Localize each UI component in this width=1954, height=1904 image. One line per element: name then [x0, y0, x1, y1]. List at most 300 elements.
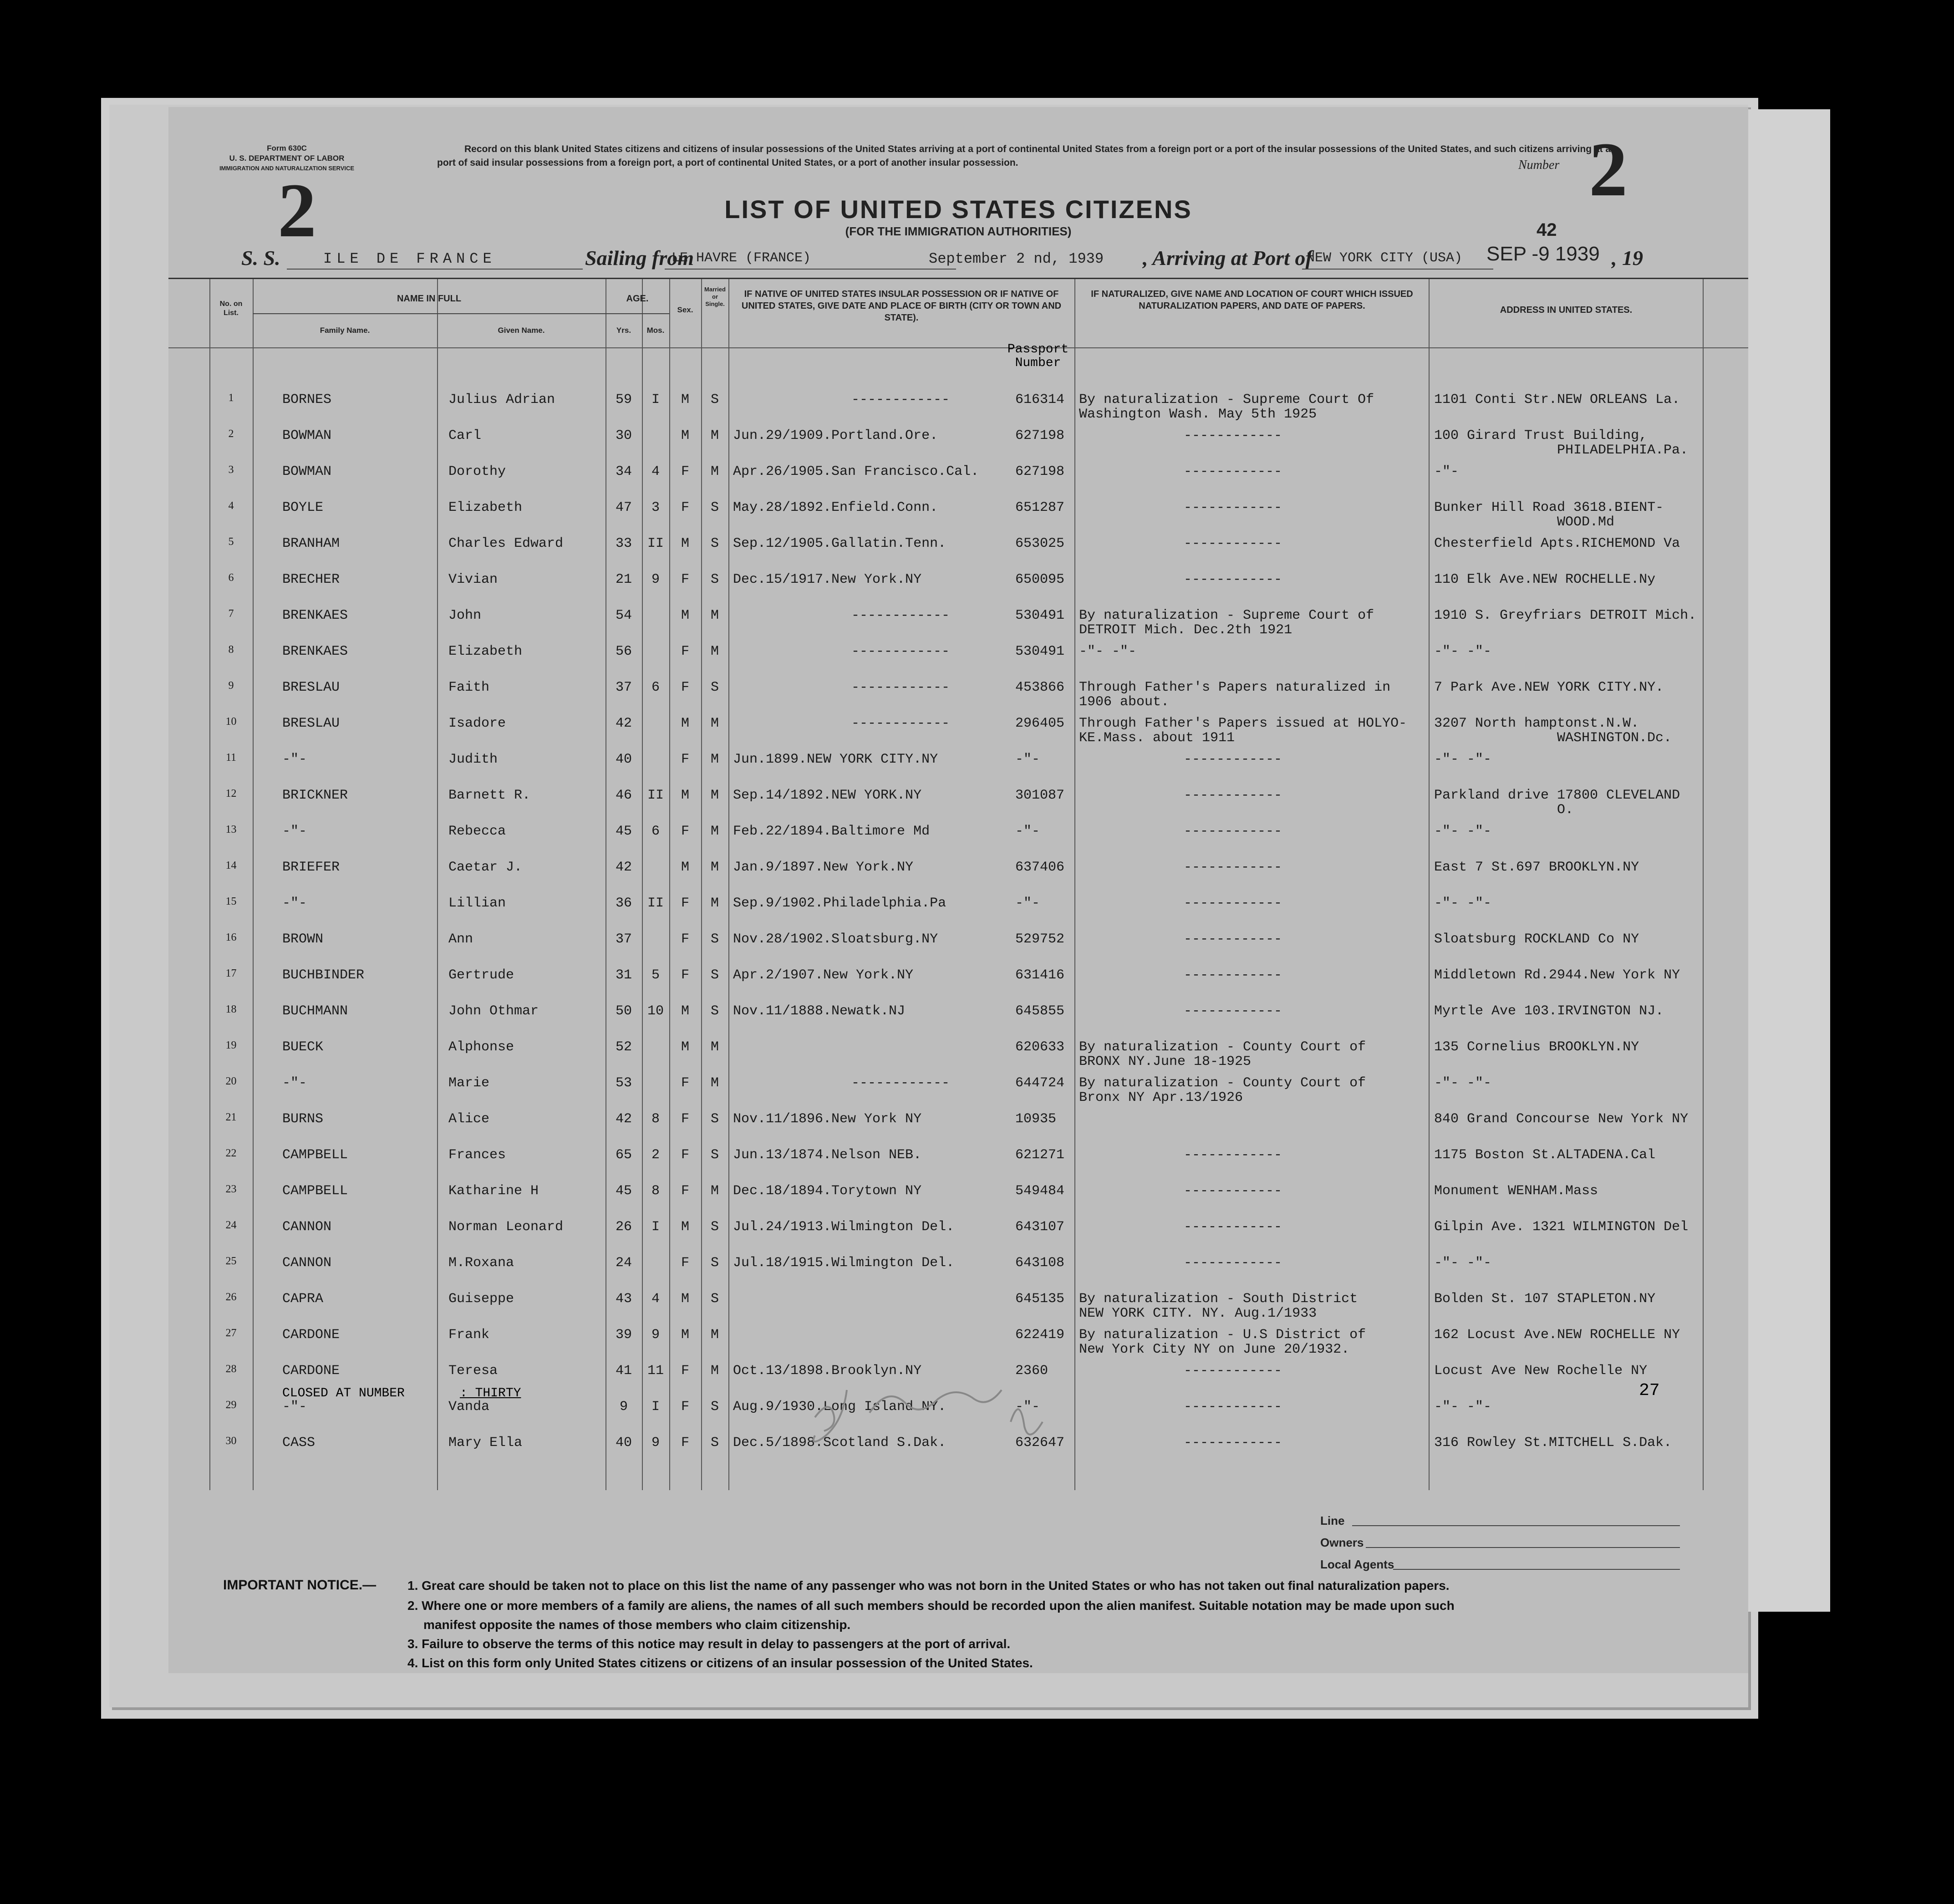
- family-name: BROWN: [282, 932, 324, 947]
- passport-number: 622419: [1015, 1327, 1065, 1343]
- service: IMMIGRATION AND NATURALIZATION SERVICE: [219, 165, 355, 172]
- naturalization: By naturalization - South District: [1079, 1291, 1358, 1307]
- row-number: 4: [228, 500, 234, 512]
- naturalization: ------------: [1184, 572, 1282, 587]
- table-row: [168, 1319, 1748, 1355]
- sex: M: [681, 1327, 689, 1343]
- sex: F: [681, 824, 689, 839]
- family-name: BUCHBINDER: [282, 967, 365, 983]
- us-address: 316 Rowley St.MITCHELL S.Dak.: [1434, 1435, 1672, 1451]
- marital-status: S: [710, 1003, 719, 1019]
- sex: M: [681, 860, 689, 875]
- marital-status: S: [710, 392, 719, 407]
- given-name: Norman Leonard: [448, 1219, 564, 1235]
- us-address: 1101 Conti Str.NEW ORLEANS La.: [1434, 392, 1680, 407]
- naturalization: ------------: [1184, 788, 1282, 803]
- marital-status: M: [710, 428, 719, 443]
- naturalization: Through Father's Papers issued at HOLYO-: [1079, 716, 1407, 731]
- naturalization: ------------: [1184, 752, 1282, 767]
- sailing-date: September 2 nd, 1939: [929, 250, 1104, 267]
- table-row: [168, 600, 1748, 636]
- row-number: 22: [225, 1147, 237, 1159]
- address-line-2: WOOD.Md: [1557, 514, 1615, 530]
- us-address: Bolden St. 107 STAPLETON.NY: [1434, 1291, 1656, 1307]
- family-name: CANNON: [282, 1219, 332, 1235]
- age-years: 41: [615, 1363, 632, 1379]
- marital-status: S: [710, 967, 719, 983]
- us-address: 7 Park Ave.NEW YORK CITY.NY.: [1434, 680, 1664, 695]
- naturalization-line-2: Bronx NY Apr.13/1926: [1079, 1090, 1243, 1105]
- birth-date-place: Dec.15/1917.New York.NY: [733, 572, 922, 587]
- table-row: [168, 1175, 1748, 1211]
- us-address: 110 Elk Ave.NEW ROCHELLE.Ny: [1434, 572, 1656, 587]
- page-subtitle: (FOR THE IMMIGRATION AUTHORITIES): [845, 224, 1072, 238]
- birth-date-place: ------------: [851, 716, 950, 731]
- naturalization: ------------: [1184, 1399, 1282, 1415]
- age-months: 8: [651, 1111, 660, 1127]
- col-yrs: Yrs.: [616, 326, 631, 335]
- notice-item-4: 4. List on this form only United States citizens or citizens of an insular possession of the United States.: [407, 1656, 1033, 1670]
- age-years: 52: [615, 1039, 632, 1055]
- birth-date-place: Jun.29/1909.Portland.Ore.: [733, 428, 938, 443]
- marital-status: M: [710, 1075, 719, 1091]
- row-number: 26: [225, 1291, 237, 1303]
- us-address: -"- -"-: [1434, 1255, 1492, 1271]
- table-row: [168, 492, 1748, 528]
- family-name: BURNS: [282, 1111, 324, 1127]
- row-number: 10: [225, 716, 237, 728]
- birth-date-place: Dec.18/1894.Torytown NY: [733, 1183, 922, 1199]
- row-number: 8: [228, 644, 234, 656]
- marital-status: S: [710, 536, 719, 551]
- age-years: 40: [615, 1435, 632, 1451]
- sex: F: [681, 1111, 689, 1127]
- naturalization: ------------: [1184, 500, 1282, 515]
- family-name: BRECHER: [282, 572, 340, 587]
- passport-number: -"-: [1015, 896, 1040, 911]
- marital-status: S: [710, 572, 719, 587]
- table-row: [168, 1103, 1748, 1139]
- closed-label: CLOSED AT NUMBER: [282, 1386, 405, 1400]
- passport-number: -"-: [1015, 752, 1040, 767]
- naturalization: By naturalization - Supreme Court of: [1079, 608, 1374, 623]
- ship-label: S. S.: [241, 246, 280, 270]
- age-years: 59: [615, 392, 632, 407]
- age-years: 37: [615, 932, 632, 947]
- row-number: 25: [225, 1255, 237, 1267]
- table-row: [168, 1031, 1748, 1067]
- sex: F: [681, 500, 689, 515]
- sex: F: [681, 967, 689, 983]
- naturalization-line-2: DETROIT Mich. Dec.2th 1921: [1079, 622, 1292, 638]
- family-name: BORNES: [282, 392, 332, 407]
- given-name: Elizabeth: [448, 500, 523, 515]
- address-line-2: O.: [1557, 802, 1574, 818]
- marital-status: M: [710, 824, 719, 839]
- naturalization: By naturalization - Supreme Court Of: [1079, 392, 1374, 407]
- naturalization: ------------: [1184, 824, 1282, 839]
- table-row: [168, 887, 1748, 923]
- family-name: BUECK: [282, 1039, 324, 1055]
- sailing-from: LE HAVRE (FRANCE): [672, 250, 811, 266]
- sex: M: [681, 1039, 689, 1055]
- family-name: BRENKAES: [282, 608, 348, 623]
- marital-status: M: [710, 1327, 719, 1343]
- age-months: II: [647, 896, 664, 911]
- naturalization: ------------: [1184, 896, 1282, 911]
- passport-number: 651287: [1015, 500, 1065, 515]
- table-row: [168, 923, 1748, 959]
- col-no: No. on List.: [219, 300, 243, 317]
- naturalization: ------------: [1184, 1183, 1282, 1199]
- passport-number: 529752: [1015, 932, 1065, 947]
- family-name: CAMPBELL: [282, 1147, 348, 1163]
- passport-number: 653025: [1015, 536, 1065, 551]
- marital-status: M: [710, 644, 719, 659]
- marital-status: M: [710, 896, 719, 911]
- family-name: -"-: [282, 1075, 307, 1091]
- row-number: 27: [225, 1327, 237, 1339]
- naturalization-line-2: NEW YORK CITY. NY. Aug.1/1933: [1079, 1306, 1317, 1321]
- age-years: 30: [615, 428, 632, 443]
- age-years: 42: [615, 860, 632, 875]
- us-address: 162 Locust Ave.NEW ROCHELLE NY: [1434, 1327, 1680, 1343]
- us-address: -"- -"-: [1434, 1075, 1492, 1091]
- ship-name: ILE DE FRANCE: [323, 250, 496, 267]
- age-years: 42: [615, 716, 632, 731]
- us-address: Locust Ave New Rochelle NY: [1434, 1363, 1648, 1379]
- table-row: [168, 636, 1748, 672]
- family-name: BUCHMANN: [282, 1003, 348, 1019]
- passport-number: 637406: [1015, 860, 1065, 875]
- col-given-name: Given Name.: [498, 326, 545, 335]
- closed-value: : THIRTY: [460, 1386, 521, 1400]
- table-row: [168, 456, 1748, 492]
- family-name: BOYLE: [282, 500, 324, 515]
- naturalization: ------------: [1184, 464, 1282, 479]
- marital-status: M: [710, 860, 719, 875]
- sex: M: [681, 1003, 689, 1019]
- family-name: CAPRA: [282, 1291, 324, 1307]
- col-birth: IF NATIVE OF UNITED STATES INSULAR POSSESSION OR IF NATIVE OF UNITED STATES, GIVE DATE AND PLACE OF BIRTH (CITY OR TOWN AND STATE).: [741, 289, 1062, 323]
- row-number: 2: [228, 428, 234, 440]
- stamp-number: 42: [1537, 220, 1557, 240]
- given-name: Marie: [448, 1075, 490, 1091]
- us-address: 840 Grand Concourse New York NY: [1434, 1111, 1689, 1127]
- birth-date-place: Jun.1899.NEW YORK CITY.NY: [733, 752, 938, 767]
- family-name: BRIEFER: [282, 860, 340, 875]
- given-name: Isadore: [448, 716, 506, 731]
- row-number: 21: [225, 1111, 237, 1123]
- naturalization-line-2: Washington Wash. May 5th 1925: [1079, 407, 1317, 422]
- sex: F: [681, 1435, 689, 1451]
- passport-number: 632647: [1015, 1435, 1065, 1451]
- birth-date-place: Jul.24/1913.Wilmington Del.: [733, 1219, 955, 1235]
- marital-status: S: [710, 500, 719, 515]
- given-name: John: [448, 608, 482, 623]
- birth-date-place: ------------: [851, 608, 950, 623]
- sex: F: [681, 464, 689, 479]
- sex: M: [681, 1219, 689, 1235]
- given-name: Rebecca: [448, 824, 506, 839]
- age-months: 3: [651, 500, 660, 515]
- naturalization-line-2: 1906 about.: [1079, 694, 1170, 710]
- marital-status: S: [710, 1219, 719, 1235]
- passport-number: 643108: [1015, 1255, 1065, 1271]
- col-passport: Passport Number: [1007, 342, 1069, 370]
- sex: F: [681, 896, 689, 911]
- table-row: [168, 564, 1748, 600]
- given-name: Mary Ella: [448, 1435, 523, 1451]
- family-name: CAMPBELL: [282, 1183, 348, 1199]
- age-months: 9: [651, 1327, 660, 1343]
- age-years: 53: [615, 1075, 632, 1091]
- naturalization: By naturalization - County Court of: [1079, 1039, 1366, 1055]
- age-months: 8: [651, 1183, 660, 1199]
- age-years: 42: [615, 1111, 632, 1127]
- birth-date-place: ------------: [851, 644, 950, 659]
- age-years: 46: [615, 788, 632, 803]
- naturalization: ------------: [1184, 932, 1282, 947]
- age-months: I: [651, 1399, 660, 1415]
- arriving-label: , Arriving at Port of: [1143, 246, 1313, 270]
- row-number: 23: [225, 1183, 237, 1195]
- passport-number: 453866: [1015, 680, 1065, 695]
- table-row: [168, 420, 1748, 456]
- given-name: Katharine H: [448, 1183, 539, 1199]
- given-name: Alphonse: [448, 1039, 514, 1055]
- address-line-2: PHILADELPHIA.Pa.: [1557, 443, 1689, 458]
- us-address: 1910 S. Greyfriars DETROIT Mich.: [1434, 608, 1697, 623]
- marital-status: M: [710, 464, 719, 479]
- page-title: LIST OF UNITED STATES CITIZENS: [724, 195, 1192, 224]
- row-number: 19: [225, 1039, 237, 1051]
- marital-status: M: [710, 1039, 719, 1055]
- naturalization: ------------: [1184, 1219, 1282, 1235]
- us-address: Middletown Rd.2944.New York NY: [1434, 967, 1680, 983]
- marital-status: M: [710, 752, 719, 767]
- naturalization: Through Father's Papers naturalized in: [1079, 680, 1391, 695]
- age-months: 5: [651, 967, 660, 983]
- us-address: Sloatsburg ROCKLAND Co NY: [1434, 932, 1639, 947]
- table-row: [168, 851, 1748, 887]
- us-address: 100 Girard Trust Building,: [1434, 428, 1648, 443]
- us-address: Chesterfield Apts.RICHEMOND Va: [1434, 536, 1680, 551]
- sex: F: [681, 680, 689, 695]
- birth-date-place: Dec.5/1898.Scotland S.Dak.: [733, 1435, 946, 1451]
- naturalization: ------------: [1184, 1435, 1282, 1451]
- age-years: 45: [615, 824, 632, 839]
- given-name: Vivian: [448, 572, 498, 587]
- family-name: CASS: [282, 1435, 315, 1451]
- row-number: 28: [225, 1363, 237, 1375]
- family-name: BRESLAU: [282, 716, 340, 731]
- given-name: Caetar J.: [448, 860, 523, 875]
- agent-line-label: Line: [1320, 1514, 1345, 1527]
- given-name: Ann: [448, 932, 473, 947]
- age-months: II: [647, 536, 664, 551]
- marital-status: S: [710, 1291, 719, 1307]
- table-row: [168, 743, 1748, 779]
- birth-date-place: Feb.22/1894.Baltimore Md: [733, 824, 930, 839]
- row-number: 1: [228, 392, 234, 404]
- us-address: -"- -"-: [1434, 644, 1492, 659]
- age-years: 45: [615, 1183, 632, 1199]
- naturalization: ------------: [1184, 860, 1282, 875]
- birth-date-place: ------------: [851, 680, 950, 695]
- col-naturalized: IF NATURALIZED, GIVE NAME AND LOCATION OF COURT WHICH ISSUED NATURALIZATION PAPERS, AND DATE OF PAPERS.: [1091, 289, 1413, 311]
- naturalization: ------------: [1184, 1363, 1282, 1379]
- us-address: -"-: [1434, 464, 1459, 479]
- naturalization: ------------: [1184, 1147, 1282, 1163]
- table-row: [168, 1283, 1748, 1319]
- table-row: [168, 384, 1748, 420]
- age-months: 4: [651, 464, 660, 479]
- us-address: Bunker Hill Road 3618.BIENT-: [1434, 500, 1664, 515]
- us-address: Parkland drive 17800 CLEVELAND: [1434, 788, 1680, 803]
- marital-status: S: [710, 1111, 719, 1127]
- passport-number: -"-: [1015, 1399, 1040, 1415]
- given-name: Frances: [448, 1147, 506, 1163]
- table-row: [168, 995, 1748, 1031]
- sailing-label: Sailing from: [585, 246, 694, 270]
- naturalization-line-2: New York City NY on June 20/1932.: [1079, 1342, 1350, 1357]
- sex: F: [681, 1075, 689, 1091]
- agent-line-rule: [1352, 1525, 1680, 1526]
- birth-date-place: Sep.12/1905.Gallatin.Tenn.: [733, 536, 946, 551]
- row-number: 7: [228, 608, 234, 620]
- age-years: 21: [615, 572, 632, 587]
- birth-date-place: Sep.9/1902.Philadelphia.Pa: [733, 896, 946, 911]
- agent-local-label: Local Agents: [1320, 1558, 1394, 1571]
- given-name: Elizabeth: [448, 644, 523, 659]
- age-months: I: [651, 1219, 660, 1235]
- number-value: 2: [1589, 127, 1628, 212]
- given-name: Teresa: [448, 1363, 498, 1379]
- agent-owners-label: Owners: [1320, 1536, 1364, 1549]
- sailing-rule: [665, 269, 956, 270]
- naturalization: By naturalization - County Court of: [1079, 1075, 1366, 1091]
- us-address: -"- -"-: [1434, 824, 1492, 839]
- row-number: 12: [225, 788, 237, 799]
- birth-date-place: Apr.2/1907.New York.NY: [733, 967, 914, 983]
- family-name: BRESLAU: [282, 680, 340, 695]
- birth-date-place: Jul.18/1915.Wilmington Del.: [733, 1255, 955, 1271]
- col-age: AGE.: [626, 294, 649, 304]
- table-row: [168, 528, 1748, 564]
- sex: M: [681, 608, 689, 623]
- birth-date-place: Nov.28/1902.Sloatsburg.NY: [733, 932, 938, 947]
- marital-status: S: [710, 1147, 719, 1163]
- age-years: 33: [615, 536, 632, 551]
- given-name: Charles Edward: [448, 536, 564, 551]
- passport-number: 10935: [1015, 1111, 1057, 1127]
- passport-number: 549484: [1015, 1183, 1065, 1199]
- given-name: Dorothy: [448, 464, 506, 479]
- agent-local-rule: [1393, 1569, 1680, 1570]
- age-years: 39: [615, 1327, 632, 1343]
- birth-date-place: Apr.26/1905.San Francisco.Cal.: [733, 464, 979, 479]
- row-number: 24: [225, 1219, 237, 1231]
- table-row: [168, 1211, 1748, 1247]
- row-number: 14: [225, 860, 237, 871]
- sex: F: [681, 1255, 689, 1271]
- age-months: 9: [651, 1435, 660, 1451]
- marital-status: M: [710, 1183, 719, 1199]
- given-name: Barnett R.: [448, 788, 531, 803]
- notice-item-2b: manifest opposite the names of those members who claim citizenship.: [423, 1618, 851, 1632]
- citizen-list-form: [168, 107, 1748, 1673]
- sex: F: [681, 752, 689, 767]
- marital-status: S: [710, 1399, 719, 1415]
- us-address: -"- -"-: [1434, 1399, 1492, 1415]
- age-years: 24: [615, 1255, 632, 1271]
- col-address: ADDRESS IN UNITED STATES.: [1500, 305, 1633, 315]
- family-name: -"-: [282, 752, 307, 767]
- given-name: Carl: [448, 428, 482, 443]
- age-years: 54: [615, 608, 632, 623]
- table-row: [168, 959, 1748, 995]
- us-address: Gilpin Ave. 1321 WILMINGTON Del: [1434, 1219, 1689, 1235]
- birth-date-place: May.28/1892.Enfield.Conn.: [733, 500, 938, 515]
- passport-number: 644724: [1015, 1075, 1065, 1091]
- us-address: -"- -"-: [1434, 752, 1492, 767]
- col-family-name: Family Name.: [320, 326, 370, 335]
- marital-status: M: [710, 788, 719, 803]
- age-header-rule: [606, 313, 669, 314]
- family-name: CARDONE: [282, 1363, 340, 1379]
- us-address: Monument WENHAM.Mass: [1434, 1183, 1598, 1199]
- row-number: 13: [225, 824, 237, 835]
- passport-number: -"-: [1015, 824, 1040, 839]
- us-address: 1175 Boston St.ALTADENA.Cal: [1434, 1147, 1656, 1163]
- passport-number: 645135: [1015, 1291, 1065, 1307]
- naturalization: ------------: [1184, 1255, 1282, 1271]
- form-number: Form 630C: [267, 144, 307, 153]
- age-years: 26: [615, 1219, 632, 1235]
- age-years: 47: [615, 500, 632, 515]
- sex: M: [681, 788, 689, 803]
- arrival-date-stamp: SEP -9 1939: [1486, 243, 1600, 265]
- birth-date-place: Jan.9/1897.New York.NY: [733, 860, 914, 875]
- marital-status: S: [710, 932, 719, 947]
- row-number: 15: [225, 896, 237, 907]
- family-name: -"-: [282, 896, 307, 911]
- sex: F: [681, 1147, 689, 1163]
- birth-date-place: Aug.9/1930.Long Island NY.: [733, 1399, 946, 1415]
- table-row: [168, 815, 1748, 851]
- table-row: [168, 672, 1748, 708]
- row-number: 17: [225, 967, 237, 979]
- given-name: Gertrude: [448, 967, 514, 983]
- arriving-rule: [1302, 269, 1493, 270]
- given-name: Frank: [448, 1327, 490, 1343]
- family-name: BOWMAN: [282, 428, 332, 443]
- family-name: CANNON: [282, 1255, 332, 1271]
- age-years: 40: [615, 752, 632, 767]
- page-count: 27: [1639, 1381, 1660, 1400]
- sex: F: [681, 932, 689, 947]
- row-number: 5: [228, 536, 234, 548]
- col-sex: Sex.: [677, 305, 693, 314]
- family-name: -"-: [282, 1399, 307, 1415]
- marital-status: M: [710, 608, 719, 623]
- passport-number: 530491: [1015, 608, 1065, 623]
- naturalization: By naturalization - U.S District of: [1079, 1327, 1366, 1343]
- arriving-port: NEW YORK CITY (USA): [1307, 250, 1463, 266]
- family-name: BRICKNER: [282, 788, 348, 803]
- age-months: 4: [651, 1291, 660, 1307]
